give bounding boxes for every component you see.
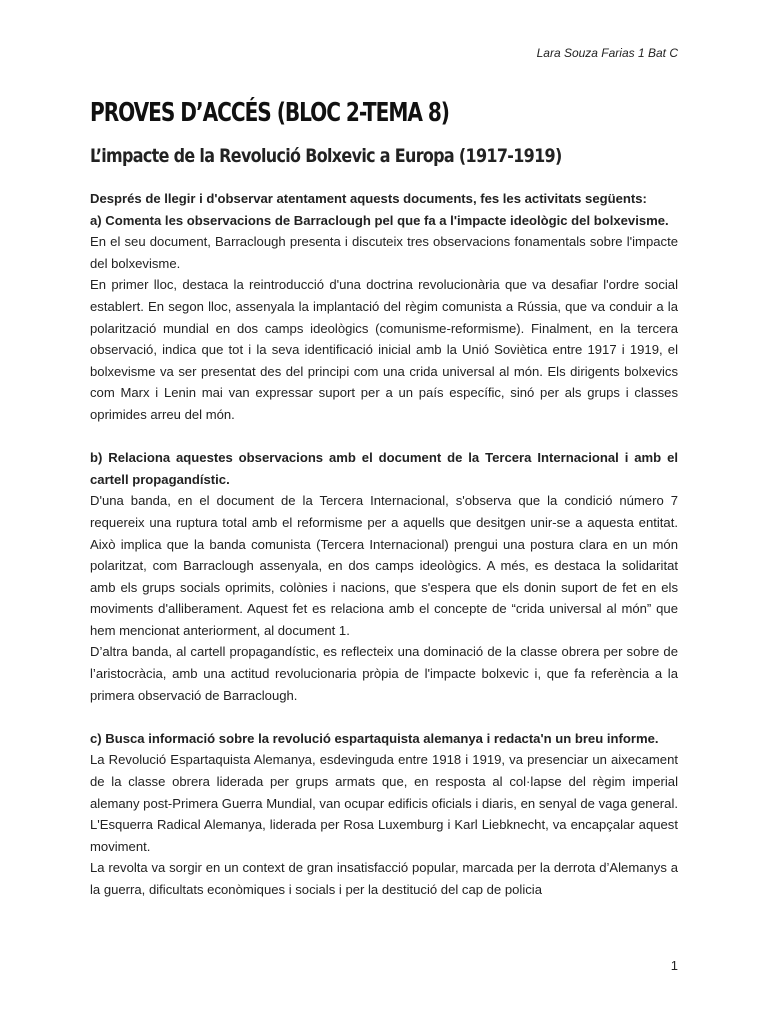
page-number: 1	[670, 958, 678, 973]
question-c: c) Busca informació sobre la revolució espartaquista alemanya i redacta'n un breu informe.	[90, 730, 659, 746]
question-a: a) Comenta les observacions de Barraclough pel que fa a l'impacte ideològic del bolxevisme.	[90, 212, 669, 228]
intro-instruction: Després de llegir i d'observar atentament aquests documents, fes les activitats següents:	[90, 191, 647, 206]
document-body	[90, 188, 678, 901]
answer-c-paragraph-2: La revolta va sorgir en un context de gran insatisfacció popular, marcada per la derrota d’Alemanys a la guerra, dificultats econòmiques i socials i per la destitució del cap de policia	[90, 860, 678, 897]
spacer	[90, 706, 678, 728]
spacer	[90, 426, 678, 448]
answer-c-paragraph-1: La Revolució Espartaquista Alemanya, esdevinguda entre 1918 i 1919, va presenciar un aixecament de la classe obrera liderada per grups armats que, en resposta al col·lapse del règim imperial alemany post-Primera Guerra Mundial, van ocupar edificis oficials i diaris, en senyal de vaga general. L'Esquerra Radical Alemanya, liderada per Rosa Luxemburg i Karl Liebknecht, va encapçalar aquest moviment.	[90, 752, 678, 854]
author-header: Lara Souza Farias 1 Bat C	[536, 46, 678, 60]
answer-a-paragraph-2: En primer lloc, destaca la reintroducció d'una doctrina revolucionària que va desafiar l'ordre social establert. En segon lloc, assenyala la implantació del règim comunista a Rússia, que va conduir a la polarització mundial en dos camps ideològics (comunisme-reformisme). Finalment, en la tercera observació, indica que tot i la seva identificació inicial amb la Unió Soviètica entre 1917 i 1919, el bolxevisme va ser presentat des del principi com una crida universal al món. Els dirigents bolxevics com Marx i Lenin mai van expressar suport per a un país específic, sinó per als grups i classes oprimides arreu del món.	[90, 277, 678, 422]
answer-b-paragraph-2: D’altra banda, al cartell propagandístic, es reflecteix una dominació de la classe obrera per sobre de l’aristocràcia, amb una actitud revolucionaria pròpia de l'impacte bolxevic i, que fa referència a la primera observació de Barraclough.	[90, 644, 678, 703]
document-title: PROVES D’ACCÉS (BLOC 2-TEMA 8)	[90, 98, 449, 128]
answer-a-paragraph-1: En el seu document, Barraclough presenta i discuteix tres observacions fonamentals sobre l'impacte del bolxevisme.	[90, 234, 678, 271]
question-b: b) Relaciona aquestes observacions amb el document de la Tercera Internacional i amb el cartell propagandístic.	[90, 450, 678, 487]
document-subtitle: L’impacte de la Revolució Bolxevic a Europa (1917-1919)	[90, 145, 562, 167]
answer-b-paragraph-1: D'una banda, en el document de la Tercera Internacional, s'observa que la condició número 7 requereix una ruptura total amb el reformisme per a aquells que desitgen unir-se a aquesta entitat. Això implica que la banda comunista (Tercera Internacional) prengui una postura clara en un món polaritzat, com Barraclough assenyala, en dos camps ideològics. A més, es destaca la solidaritat amb els grups socials oprimits, colònies i nacions, que s'espera que els donin suport de fet en els moviments d'alliberament. Aquest fet es relaciona amb el concepte de “crida universal al món” que hem mencionat anteriorment, al document 1.	[90, 493, 678, 638]
